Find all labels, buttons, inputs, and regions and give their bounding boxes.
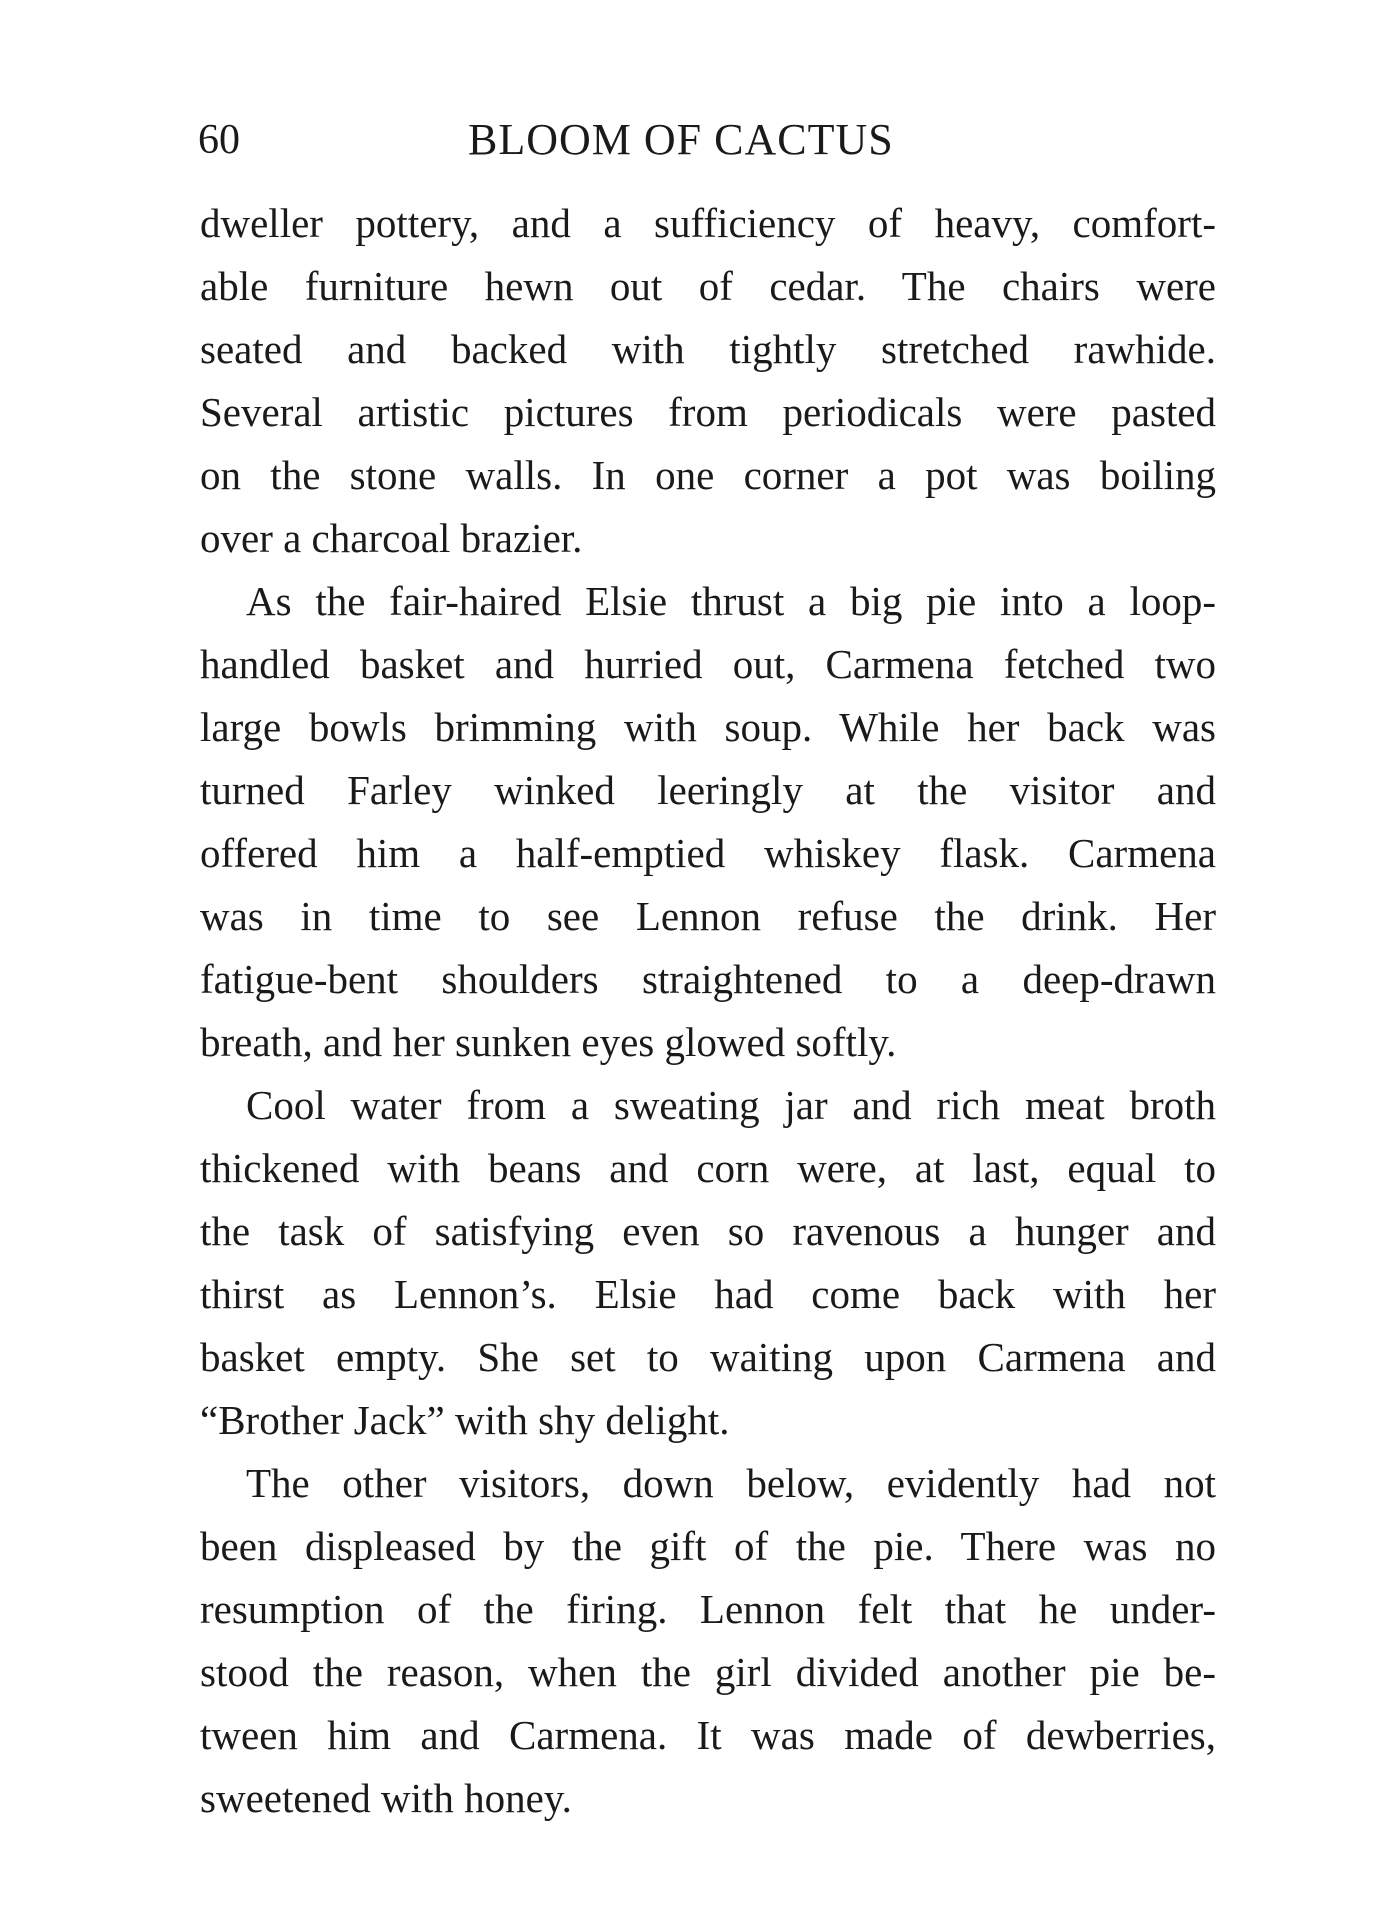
text-line: “Brother Jack” with shy delight. [200,1397,730,1443]
text-line: able furniture hewn out of cedar. The chairs were [200,263,1216,309]
page-number: 60 [198,117,240,163]
text-line: The other visitors, down below, evidently had not [246,1460,1216,1506]
page-header [198,108,1214,172]
paragraph [200,1452,1216,1830]
text-line: large bowls brimming with soup. While her back was [200,704,1216,750]
text-line: thirst as Lennon’s. Elsie had come back with her [200,1271,1216,1317]
text-line: tween him and Carmena. It was made of dewberries, [200,1712,1216,1758]
text-line: on the stone walls. In one corner a pot was boiling [200,452,1216,498]
text-line: breath, and her sunken eyes glowed softly. [200,1019,897,1065]
text-line: Cool water from a sweating jar and rich meat broth [246,1082,1216,1128]
text-line: was in time to see Lennon refuse the drink. Her [200,893,1216,939]
body-text [200,192,1216,1830]
text-line: seated and backed with tightly stretched rawhide. [200,326,1216,372]
text-line: turned Farley winked leeringly at the visitor and [200,767,1216,813]
text-line: the task of satisfying even so ravenous a hunger and [200,1208,1216,1254]
text-line: over a charcoal brazier. [200,515,583,561]
text-line: handled basket and hurried out, Carmena fetched two [200,641,1216,687]
text-line: dweller pottery, and a sufficiency of heavy, comfort- [200,200,1216,246]
text-line: thickened with beans and corn were, at last, equal to [200,1145,1216,1191]
text-line: been displeased by the gift of the pie. There was no [200,1523,1216,1569]
text-line: As the fair-haired Elsie thrust a big pie into a loop- [246,578,1216,624]
running-title: BLOOM OF CACTUS [468,115,894,164]
paragraph [200,192,1216,570]
text-line: basket empty. She set to waiting upon Carmena and [200,1334,1216,1380]
text-line: Several artistic pictures from periodicals were pasted [200,389,1216,435]
text-line: fatigue-bent shoulders straightened to a deep-drawn [200,956,1216,1002]
text-line: stood the reason, when the girl divided another pie be- [200,1649,1216,1695]
text-line: offered him a half-emptied whiskey flask. Carmena [200,830,1216,876]
paragraph [200,570,1216,1074]
text-line: sweetened with honey. [200,1775,572,1821]
paragraph [200,1074,1216,1452]
text-line: resumption of the firing. Lennon felt that he under- [200,1586,1216,1632]
